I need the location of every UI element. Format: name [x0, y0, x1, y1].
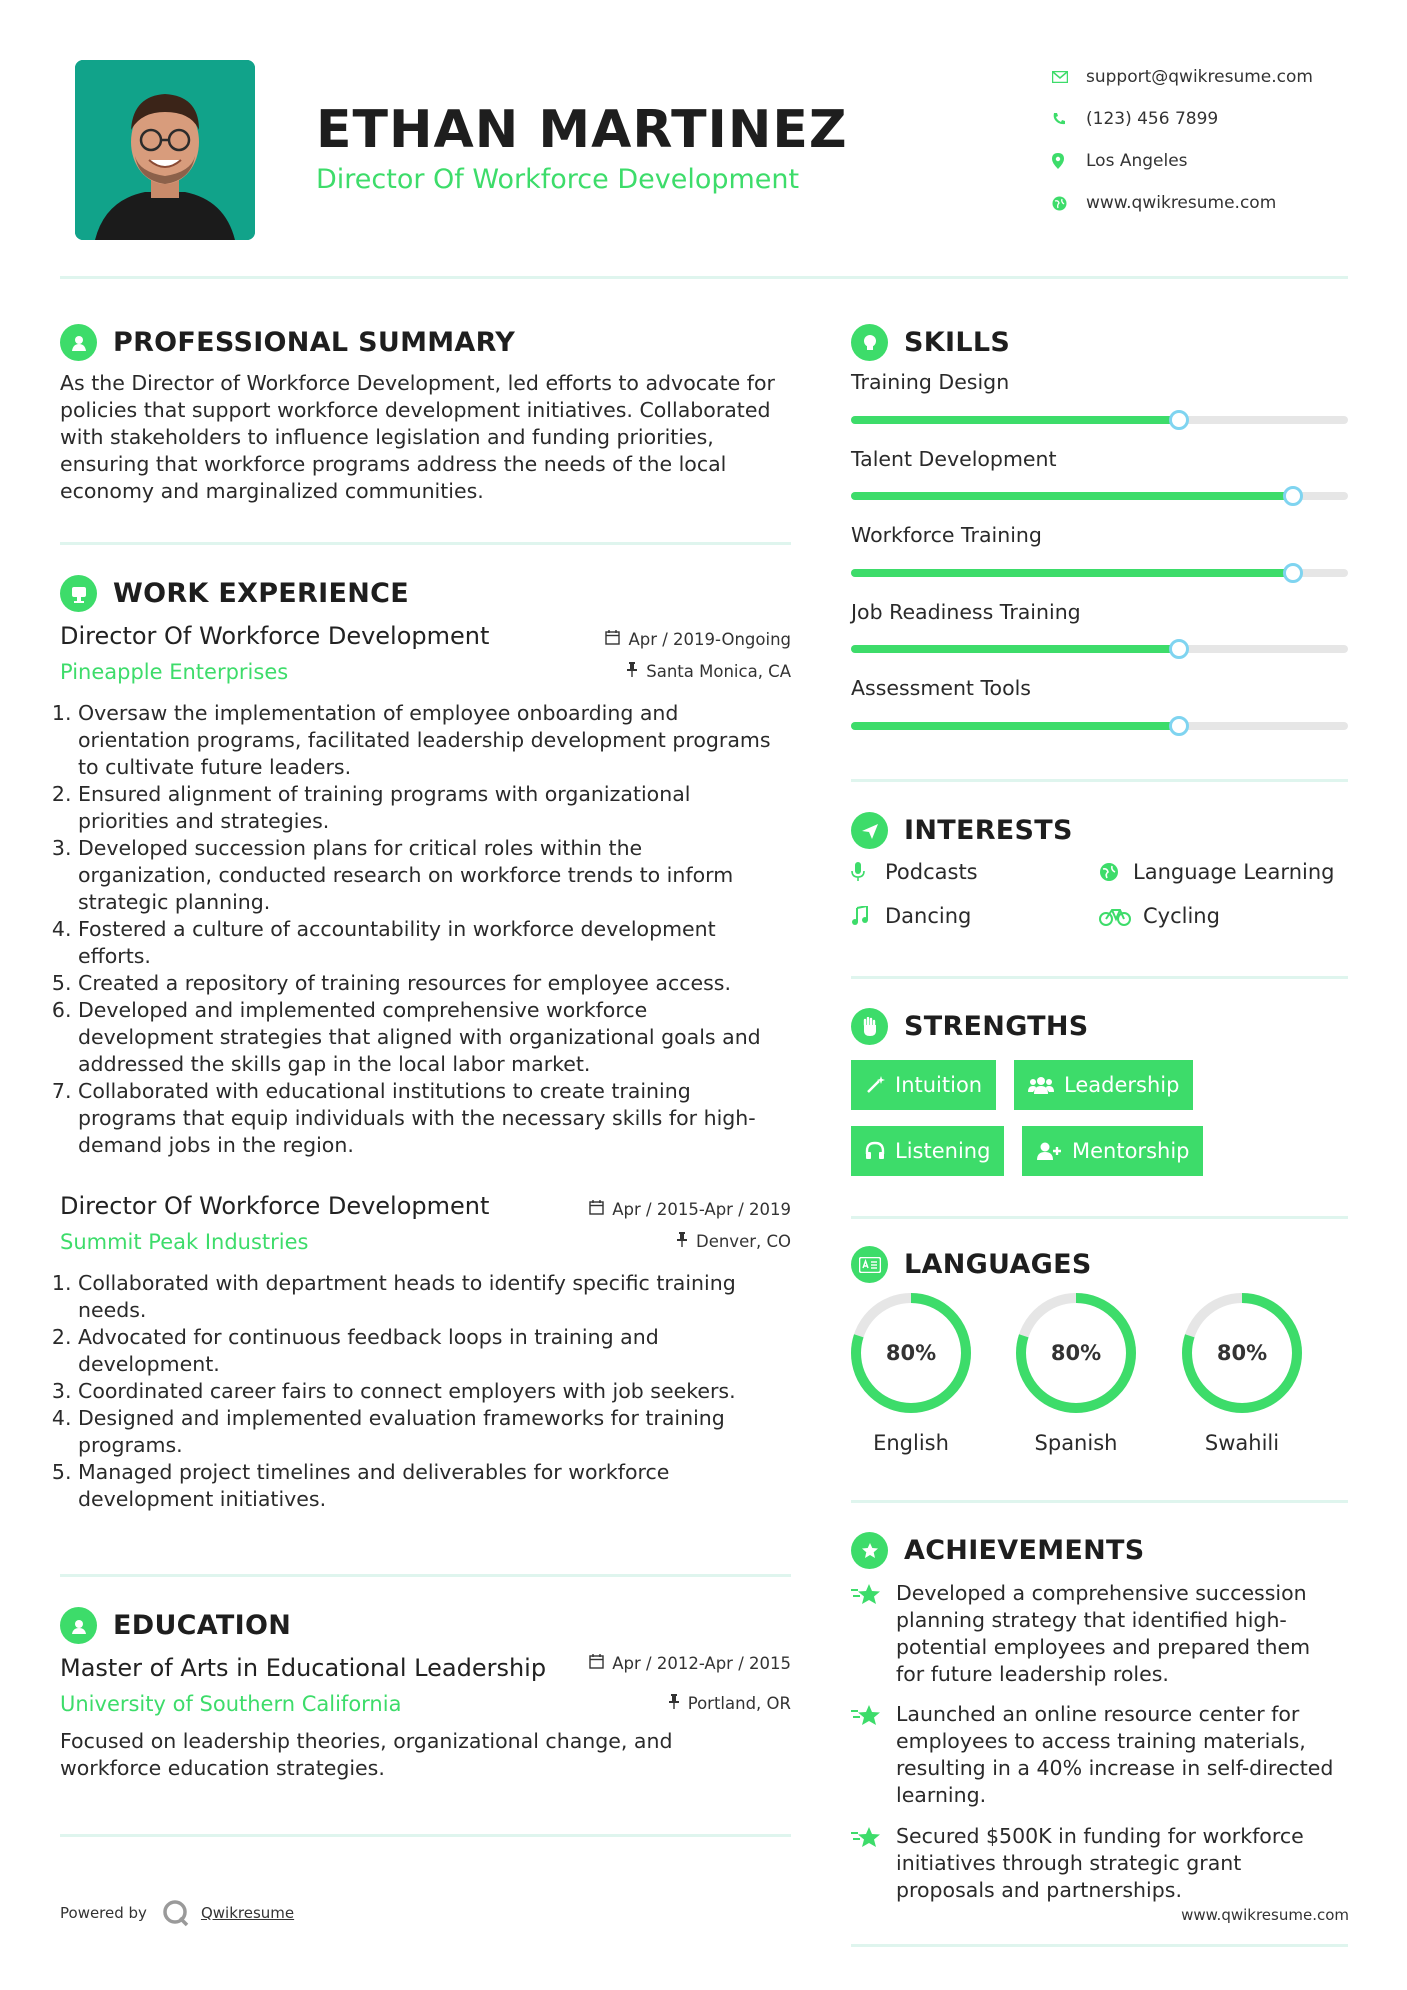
job-title: Director Of Workforce Development [60, 1192, 490, 1220]
brand-link[interactable]: Qwikresume [200, 1904, 295, 1922]
achievement-text [896, 1823, 1304, 1904]
user-plus-icon [1036, 1141, 1062, 1161]
job-dates-text: Apr / 2019-Ongoing [628, 630, 791, 649]
bullet-line: 2. Ensured alignment of training programs with organizational [78, 782, 691, 806]
achievement-line: Launched an online resource center for [896, 1702, 1300, 1726]
bullet-line: strategic planning. [78, 890, 271, 914]
bullet-line: efforts. [78, 944, 151, 968]
list-item [78, 970, 800, 997]
achievement-line: employees to access training materials, [896, 1729, 1306, 1753]
job-location [540, 662, 791, 681]
bullet-line: demand jobs in the region. [78, 1133, 354, 1157]
achievement-line: learning. [896, 1783, 987, 1807]
contact-email-text: support@qwikresume.com [1086, 67, 1313, 87]
interest-label: Dancing [885, 904, 972, 928]
calendar-icon [605, 630, 620, 649]
skills-title: SKILLS [904, 327, 1011, 358]
job-bullets [60, 700, 800, 1159]
achievement-item [851, 1701, 1351, 1809]
strengths-divider [851, 1216, 1348, 1219]
globe-icon [1099, 862, 1133, 882]
star-icon [851, 1580, 896, 1688]
bullet-line: 5. Created a repository of training resources for employee access. [78, 971, 731, 995]
profile-photo [75, 60, 255, 240]
achievement-item [851, 1580, 1351, 1688]
graduation-icon [60, 1607, 97, 1644]
language-ring [849, 1291, 973, 1415]
work-title: WORK EXPERIENCE [113, 578, 409, 609]
skill-bar [851, 645, 1348, 653]
language-percent: 80% [885, 1341, 937, 1365]
work-heading [60, 575, 409, 612]
language-item [849, 1291, 973, 1455]
strength-label: Listening [895, 1139, 991, 1163]
trophy-icon [851, 1532, 888, 1569]
paper-plane-icon [851, 812, 888, 849]
bullet-line: 3. Developed succession plans for critical roles within the [78, 836, 643, 860]
job-dates-text: Apr / 2015-Apr / 2019 [612, 1200, 791, 1219]
candidate-name: ETHAN MARTINEZ [316, 100, 848, 160]
contact-phone-text: (123) 456 7899 [1086, 109, 1219, 129]
skill-bar-knob [1283, 563, 1303, 583]
briefcase-icon [60, 575, 97, 612]
list-item [78, 700, 800, 781]
strengths-heading [851, 1008, 1089, 1045]
interest-item [851, 860, 978, 884]
strength-label: Leadership [1064, 1073, 1180, 1097]
list-item [78, 835, 800, 916]
bullet-line: 4. Designed and implemented evaluation frameworks for training [78, 1406, 725, 1430]
achievements-divider [851, 1944, 1348, 1947]
list-item [78, 1270, 800, 1324]
interest-label: Podcasts [885, 860, 978, 884]
skill-label: Assessment Tools [851, 676, 1031, 700]
achievement-line: planning strategy that identified high- [896, 1608, 1287, 1632]
globe-icon [1052, 196, 1086, 211]
company-name: Pineapple Enterprises [60, 660, 289, 684]
skills-heading [851, 324, 1010, 361]
language-ring [1180, 1291, 1304, 1415]
candidate-title: Director Of Workforce Development [316, 164, 800, 195]
language-percent: 80% [1050, 1341, 1102, 1365]
bullet-line: programs that equip individuals with the necessary skills for high- [78, 1106, 756, 1130]
bullet-line: 2. Advocated for continuous feedback loops in training and [78, 1325, 659, 1349]
skill-bar-fill [851, 416, 1179, 424]
bullet-line: organization, conducted research on workforce trends to inform [78, 863, 734, 887]
education-description [60, 1728, 800, 1782]
contact-website-text: www.qwikresume.com [1086, 193, 1277, 213]
contact-location-text: Los Angeles [1086, 151, 1188, 171]
bullet-line: needs. [78, 1298, 147, 1322]
contact-info [1052, 56, 1313, 224]
education-location [540, 1694, 791, 1713]
calendar-icon [589, 1654, 604, 1673]
summary-title: PROFESSIONAL SUMMARY [113, 327, 516, 358]
envelope-icon [1052, 71, 1086, 83]
degree-title: Master of Arts in Educational Leadership [60, 1654, 547, 1682]
education-dates-text: Apr / 2012-Apr / 2015 [612, 1654, 791, 1673]
list-item [78, 781, 800, 835]
bullet-line: 3. Coordinated career fairs to connect employers with job seekers. [78, 1379, 736, 1403]
bullet-line: development strategies that aligned with organizational goals and [78, 1025, 761, 1049]
strengths-title: STRENGTHS [904, 1011, 1089, 1042]
strength-tag [1022, 1126, 1203, 1176]
phone-icon [1052, 112, 1086, 126]
summary-text [60, 370, 800, 505]
language-item [1014, 1291, 1138, 1455]
language-name: English [873, 1431, 949, 1455]
interest-label: Language Learning [1133, 860, 1335, 884]
skill-bar-fill [851, 569, 1293, 577]
languages-heading [851, 1246, 1092, 1283]
job-dates [540, 630, 791, 649]
hand-icon [851, 1008, 888, 1045]
achievement-line: potential employees and prepared them [896, 1635, 1311, 1659]
contact-email[interactable] [1052, 56, 1313, 98]
achievements-title: ACHIEVEMENTS [904, 1535, 1145, 1566]
education-heading [60, 1607, 291, 1644]
header-divider [60, 276, 1348, 279]
interest-item [1099, 904, 1220, 928]
job-bullets [60, 1270, 800, 1513]
achievement-line: initiatives through strategic grant [896, 1851, 1242, 1875]
skill-label: Job Readiness Training [851, 600, 1081, 624]
skill-label: Talent Development [851, 447, 1057, 471]
job-title: Director Of Workforce Development [60, 622, 490, 650]
summary-line: As the Director of Workforce Development, led efforts to advocate for [60, 371, 775, 395]
summary-line: policies that support workforce development initiatives. Collaborated [60, 398, 771, 422]
pushpin-icon [626, 662, 638, 681]
bullet-line: 7. Collaborated with educational institutions to create training [78, 1079, 691, 1103]
map-pin-icon [1052, 153, 1086, 169]
interests-title: INTERESTS [904, 815, 1073, 846]
qwikresume-logo-icon [161, 1898, 191, 1928]
microphone-icon [851, 862, 885, 882]
interest-item [851, 904, 971, 928]
education-line: Focused on leadership theories, organizational change, and [60, 1729, 673, 1753]
summary-line: economy and marginalized communities. [60, 479, 484, 503]
interests-divider [851, 976, 1348, 979]
achievement-text [896, 1580, 1310, 1688]
achievement-item [851, 1823, 1351, 1904]
contact-website[interactable] [1052, 182, 1313, 224]
lightbulb-icon [851, 324, 888, 361]
star-icon [851, 1701, 896, 1809]
skills-divider [851, 779, 1348, 782]
skill-bar [851, 569, 1348, 577]
contact-location [1052, 140, 1313, 182]
bullet-line: to cultivate future leaders. [78, 755, 352, 779]
language-item [1180, 1291, 1304, 1455]
skill-bar [851, 722, 1348, 730]
interest-label: Cycling [1143, 904, 1220, 928]
skill-bar-knob [1169, 716, 1189, 736]
list-item [78, 1078, 800, 1159]
education-title: EDUCATION [113, 1610, 292, 1641]
list-item [78, 997, 800, 1078]
achievement-line: resulting in a 40% increase in self-directed [896, 1756, 1334, 1780]
footer-website[interactable]: www.qwikresume.com [1181, 1906, 1349, 1924]
languages-divider [851, 1500, 1348, 1503]
bullet-line: 1. Collaborated with department heads to identify specific training [78, 1271, 736, 1295]
language-percent: 80% [1216, 1341, 1268, 1365]
company-name: Summit Peak Industries [60, 1230, 309, 1254]
bullet-line: orientation programs, facilitated leadership development programs [78, 728, 771, 752]
skill-label: Training Design [851, 370, 1010, 394]
headphones-icon [865, 1141, 885, 1161]
bullet-line: 6. Developed and implemented comprehensive workforce [78, 998, 648, 1022]
powered-by-text: Powered by [60, 1904, 147, 1922]
skill-bar [851, 416, 1348, 424]
skill-bar-knob [1169, 639, 1189, 659]
users-icon [1028, 1075, 1054, 1095]
list-item [78, 1324, 800, 1378]
achievement-line: Secured $500K in funding for workforce [896, 1824, 1304, 1848]
education-line: workforce education strategies. [60, 1756, 385, 1780]
interest-item [1099, 860, 1334, 884]
skill-bar-fill [851, 645, 1179, 653]
education-dates [540, 1654, 791, 1673]
bullet-line: 5. Managed project timelines and deliverables for workforce [78, 1460, 670, 1484]
interests-heading [851, 812, 1073, 849]
skill-bar-fill [851, 722, 1179, 730]
bullet-line: 4. Fostered a culture of accountability in workforce development [78, 917, 716, 941]
achievement-line: for future leadership roles. [896, 1662, 1169, 1686]
strength-tag [851, 1126, 1004, 1176]
language-name: Swahili [1204, 1431, 1280, 1455]
achievement-text [896, 1701, 1333, 1809]
language-card-icon [851, 1246, 888, 1283]
job-location-text: Denver, CO [695, 1232, 791, 1251]
summary-divider [60, 542, 791, 545]
languages-title: LANGUAGES [904, 1249, 1092, 1280]
star-icon [851, 1823, 896, 1904]
bullet-line: programs. [78, 1433, 183, 1457]
skill-bar-fill [851, 492, 1293, 500]
bullet-line: 1. Oversaw the implementation of employee onboarding and [78, 701, 679, 725]
avatar [75, 60, 255, 240]
strength-label: Intuition [895, 1073, 983, 1097]
skill-bar [851, 492, 1348, 500]
school-name: University of Southern California [60, 1692, 402, 1716]
education-location-text: Portland, OR [687, 1694, 791, 1713]
job-dates [540, 1200, 791, 1219]
job-location-text: Santa Monica, CA [646, 662, 791, 681]
skill-bar-knob [1169, 410, 1189, 430]
contact-phone[interactable] [1052, 98, 1313, 140]
pushpin-icon [676, 1232, 688, 1251]
calendar-icon [589, 1200, 604, 1219]
list-item [78, 916, 800, 970]
bullet-line: development. [78, 1352, 220, 1376]
summary-heading [60, 324, 515, 361]
bicycle-icon [1099, 906, 1143, 926]
summary-line: with stakeholders to influence legislation and funding priorities, [60, 425, 714, 449]
work-divider [60, 1574, 791, 1577]
strength-tag [851, 1060, 996, 1110]
list-item [78, 1459, 800, 1513]
achievements-heading [851, 1532, 1145, 1569]
achievement-line: proposals and partnerships. [896, 1878, 1182, 1902]
list-item [78, 1405, 800, 1459]
bullet-line: development initiatives. [78, 1487, 327, 1511]
magic-wand-icon [865, 1075, 885, 1095]
skill-bar-knob [1283, 486, 1303, 506]
skill-label: Workforce Training [851, 523, 1042, 547]
bullet-line: addressed the skills gap in the local labor market. [78, 1052, 591, 1076]
language-name: Spanish [1034, 1431, 1118, 1455]
achievement-line: Developed a comprehensive succession [896, 1581, 1307, 1605]
strength-tag [1014, 1060, 1193, 1110]
job-location [540, 1232, 791, 1251]
powered-by [60, 1898, 294, 1928]
summary-line: ensuring that workforce programs address the needs of the local [60, 452, 727, 476]
strength-label: Mentorship [1072, 1139, 1190, 1163]
music-note-icon [851, 906, 885, 926]
education-divider [60, 1834, 791, 1837]
list-item [78, 1378, 800, 1405]
language-ring [1014, 1291, 1138, 1415]
bullet-line: priorities and strategies. [78, 809, 330, 833]
user-icon [60, 324, 97, 361]
pushpin-icon [668, 1694, 680, 1713]
